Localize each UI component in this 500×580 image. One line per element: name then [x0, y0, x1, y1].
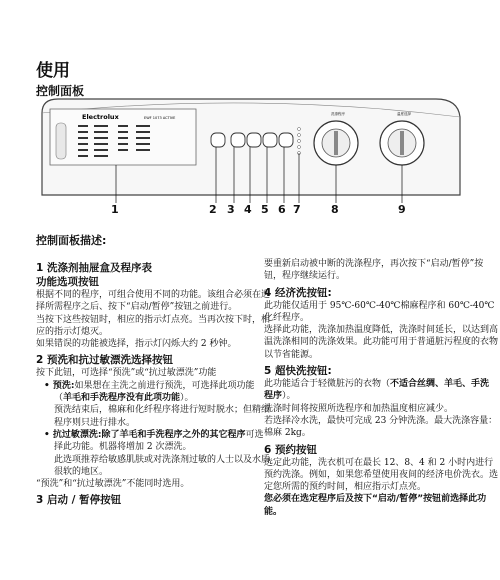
section-4-paragraph: 选择此功能，洗涤加热温度降低，洗涤时间延长，以达到高温洗涤相同的洗涤效果。此功能可用于普通脏污程度的衣物以节省能源。 — [264, 325, 499, 360]
bullet-text-end: ）。 — [180, 393, 194, 404]
bullet-anti-allergy — [36, 429, 270, 454]
callout-7: 7 — [293, 203, 301, 216]
start-pause-button[interactable] — [231, 133, 245, 147]
section-6-title: 6 预约按钮 — [264, 443, 317, 456]
section-2-paragraph: 按下此钮，可选择“预洗”或“抗过敏漂洗”功能 — [36, 368, 217, 379]
bullet-label: • 抗过敏漂洗: — [44, 429, 102, 440]
left-column — [36, 258, 270, 507]
bullet-continuation: 此选项推荐给敏感肌肤或对洗涤剂过敏的人士以及水质很软的地区。 — [54, 454, 271, 477]
section-1-paragraph: 当按下这些按钮时，相应的指示灯点亮。当再次按下时，相应的指示灯熄灭。 — [36, 314, 271, 337]
section-6-paragraph: 选定此功能，洗衣机可在最长 12、8、4 和 2 小时内进行预约洗涤。例如，如果您希望使用夜间的经济电价洗衣。选定您所需的预约时间，相应指示灯点亮。 — [264, 457, 499, 493]
quick-wash-button[interactable] — [263, 133, 277, 147]
section-5-title: 5 超快洗按钮: — [264, 365, 332, 378]
section-1-subtitle: 功能选项按钮 — [36, 276, 99, 288]
bullet-continuation: 预洗结束后，棉麻和化纤程序将进行短时脱水；但精细程序则只进行排水。 — [54, 405, 271, 428]
section-5-paragraph: 若选择冷水洗，最快可完成 23 分钟洗涤。最大洗涤容量：棉麻 2kg。 — [264, 415, 498, 439]
bullet-text: 如果想在主洗之前进行预洗，可选择此项功能（ — [54, 380, 255, 404]
dial-temperature-label: 温度选择 — [397, 112, 411, 116]
callout-4: 4 — [244, 203, 252, 216]
section-4-paragraph: 此功能仅适用于 95℃-60℃-40℃棉麻程序和 60℃-40℃化纤程序。 — [264, 300, 495, 323]
callout-1: 1 — [111, 203, 119, 216]
section-2-title: 2 预洗和抗过敏漂洗选择按钮 — [36, 354, 173, 367]
bold-text: 不适合丝绸、羊毛、手洗程序 — [264, 379, 490, 402]
description-title: 控制面板描述: — [36, 234, 107, 247]
option-buttons — [211, 133, 293, 147]
control-panel-illustration — [36, 95, 464, 205]
callout-9: 9 — [398, 203, 406, 216]
callout-3: 3 — [227, 203, 235, 216]
eco-button[interactable] — [247, 133, 261, 147]
drawer-handle — [56, 123, 66, 159]
callout-5: 5 — [261, 203, 269, 216]
section-5-paragraph: 洗涤时间将按照所选程序和加热温度相应减少。 — [264, 403, 454, 414]
bullet-bold-text: 除了羊毛和手洗程序之外的其它程序 — [101, 429, 246, 440]
text: ）。 — [282, 391, 296, 402]
section-1-paragraph: 根据不同的程序，可组合使用不同的功能。该组合必须在选择所需程序之后、按下“启动/暂停”按钮之前进行。 — [36, 290, 271, 313]
callout-6: 6 — [278, 203, 286, 216]
bullet-bold-text: 羊毛和手洗程序没有此项功能 — [63, 393, 181, 404]
section-5-paragraph — [264, 378, 498, 403]
dial-program[interactable] — [314, 121, 358, 165]
section-2-note: “预洗”和“抗过敏漂洗”不能同时选用。 — [36, 479, 190, 490]
bullet-prewash — [36, 380, 270, 405]
callout-2: 2 — [209, 203, 217, 216]
section-3-continuation: 要重新启动被中断的洗涤程序，再次按下“启动/暂停”按钮，程序继续运行。 — [264, 259, 484, 282]
section-1-title: 1 洗涤剂抽屉盒及程序表 — [36, 262, 152, 274]
section-subtitle: 控制面板 — [36, 84, 85, 98]
page-title: 使用 — [36, 61, 70, 81]
right-column — [264, 258, 498, 518]
brand-logo: Electrolux — [82, 113, 119, 121]
delay-button[interactable] — [279, 133, 293, 147]
text: 此功能适合于轻微脏污的衣物（ — [264, 379, 391, 390]
model-text: EWF 1073 ACTIVE — [144, 116, 176, 120]
section-6-bold-paragraph: 您必须在选定程序后及按下“启动/暂停”按钮前选择此功能。 — [264, 494, 487, 517]
section-1-paragraph: 如果错误的功能被选择，指示灯闪烁大约 2 秒钟。 — [36, 339, 237, 350]
dial-program-label: 洗涤程序 — [331, 112, 345, 116]
prewash-button[interactable] — [211, 133, 225, 147]
section-4-title: 4 经济洗按钮: — [264, 286, 332, 299]
bullet-label: • 预洗: — [44, 380, 75, 391]
section-3-title: 3 启动 / 暂停按钮 — [36, 494, 122, 507]
callout-8: 8 — [331, 203, 339, 216]
bullet-text: 可选择此功能。机器将增加 2 次漂洗。 — [54, 429, 264, 453]
dial-temperature[interactable] — [380, 121, 424, 165]
